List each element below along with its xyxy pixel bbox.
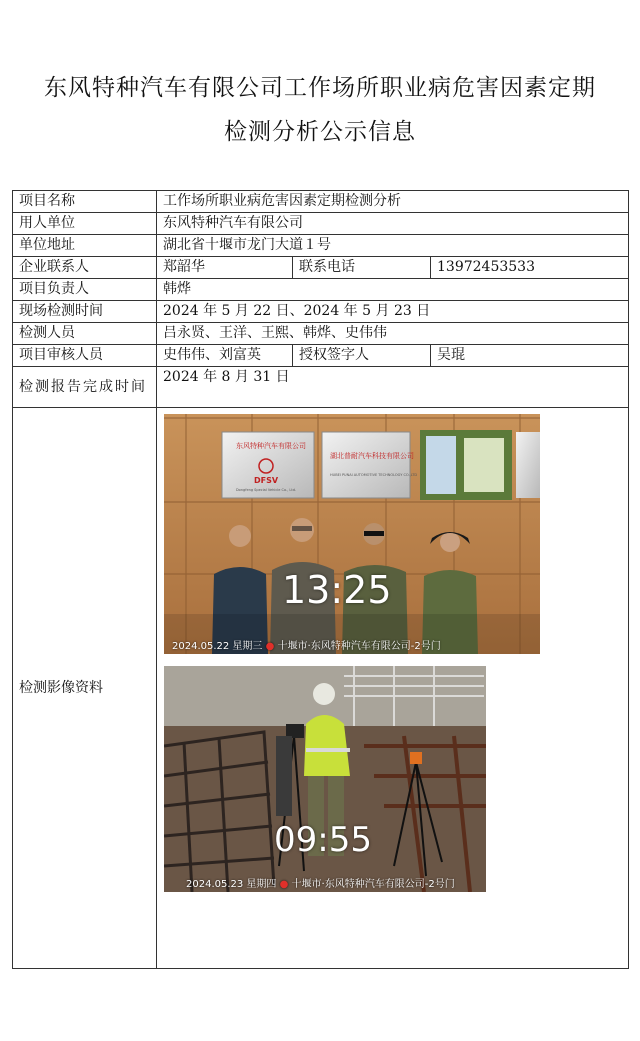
project-name-label: 项目名称 bbox=[13, 191, 157, 213]
images-label: 检测影像资料 bbox=[13, 408, 157, 969]
photo2-meta bbox=[186, 874, 455, 892]
photo2-date: 2024.05.23 星期四 bbox=[186, 879, 277, 890]
photo1-date: 2024.05.22 星期三 bbox=[172, 641, 263, 652]
table-row bbox=[13, 213, 629, 235]
workshop-photo bbox=[164, 666, 486, 892]
photo2-time: 09:55 bbox=[274, 820, 372, 860]
contact-label: 企业联系人 bbox=[13, 257, 157, 279]
table-row bbox=[13, 235, 629, 257]
employer-value: 东风特种汽车有限公司 bbox=[157, 213, 629, 235]
photo1-location: 十堰市·东风特种汽车有限公司-2号门 bbox=[277, 641, 441, 652]
page-title-line2: 检测分析公示信息 bbox=[224, 119, 416, 145]
project-name-value: 工作场所职业病危害因素定期检测分析 bbox=[157, 191, 629, 213]
phone-label: 联系电话 bbox=[293, 257, 431, 279]
page-title bbox=[0, 66, 640, 154]
table-row bbox=[13, 345, 629, 367]
report-date-value: 2024 年 8 月 31 日 bbox=[157, 367, 629, 408]
table-row bbox=[13, 301, 629, 323]
inspectors-value: 吕永贤、王洋、王熙、韩烨、史伟伟 bbox=[157, 323, 629, 345]
photo2-location: 十堰市·东风特种汽车有限公司-2号门 bbox=[291, 879, 455, 890]
phone-value: 13972453533 bbox=[431, 257, 629, 279]
sign-english-name: Dongfeng Special Vehicle Co., Ltd. bbox=[235, 488, 297, 492]
reviewers-value: 史伟伟、刘富英 bbox=[157, 345, 293, 367]
signer-label: 授权签字人 bbox=[293, 345, 431, 367]
table-row bbox=[13, 257, 629, 279]
inspectors-label: 检测人员 bbox=[13, 323, 157, 345]
report-date-label: 检测报告完成时间 bbox=[13, 367, 157, 408]
sign-second-company: 湖北普耐汽车科技有限公司 bbox=[330, 452, 414, 460]
project-lead-value: 韩烨 bbox=[157, 279, 629, 301]
project-lead-label: 项目负责人 bbox=[13, 279, 157, 301]
table-row bbox=[13, 279, 629, 301]
photo1-time: 13:25 bbox=[282, 568, 392, 612]
table-row bbox=[13, 323, 629, 345]
address-label: 单位地址 bbox=[13, 235, 157, 257]
team-photo bbox=[164, 414, 540, 654]
page-title-line1: 东风特种汽车有限公司工作场所职业病危害因素定期 bbox=[44, 75, 596, 101]
location-pin-icon: ● bbox=[265, 641, 275, 652]
reviewers-label: 项目审核人员 bbox=[13, 345, 157, 367]
table-row bbox=[13, 191, 629, 213]
signer-value: 吴琨 bbox=[431, 345, 629, 367]
sign-logo-text: DFSV bbox=[253, 476, 279, 485]
team-photo-graphic bbox=[164, 414, 540, 654]
employer-label: 用人单位 bbox=[13, 213, 157, 235]
images-cell bbox=[157, 408, 629, 969]
sign-company-name: 东风特种汽车有限公司 bbox=[236, 442, 306, 450]
location-pin-icon: ● bbox=[279, 879, 289, 890]
survey-time-value: 2024 年 5 月 22 日、2024 年 5 月 23 日 bbox=[157, 301, 629, 323]
photo1-meta bbox=[172, 636, 441, 654]
table-row bbox=[13, 408, 629, 969]
info-table bbox=[12, 190, 629, 969]
sign-second-english: HUBEI PUNAI AUTOMOTIVE TECHNOLOGY CO.,LTD bbox=[330, 473, 418, 477]
address-value: 湖北省十堰市龙门大道１号 bbox=[157, 235, 629, 257]
contact-value: 郑韶华 bbox=[157, 257, 293, 279]
survey-time-label: 现场检测时间 bbox=[13, 301, 157, 323]
table-row bbox=[13, 367, 629, 408]
